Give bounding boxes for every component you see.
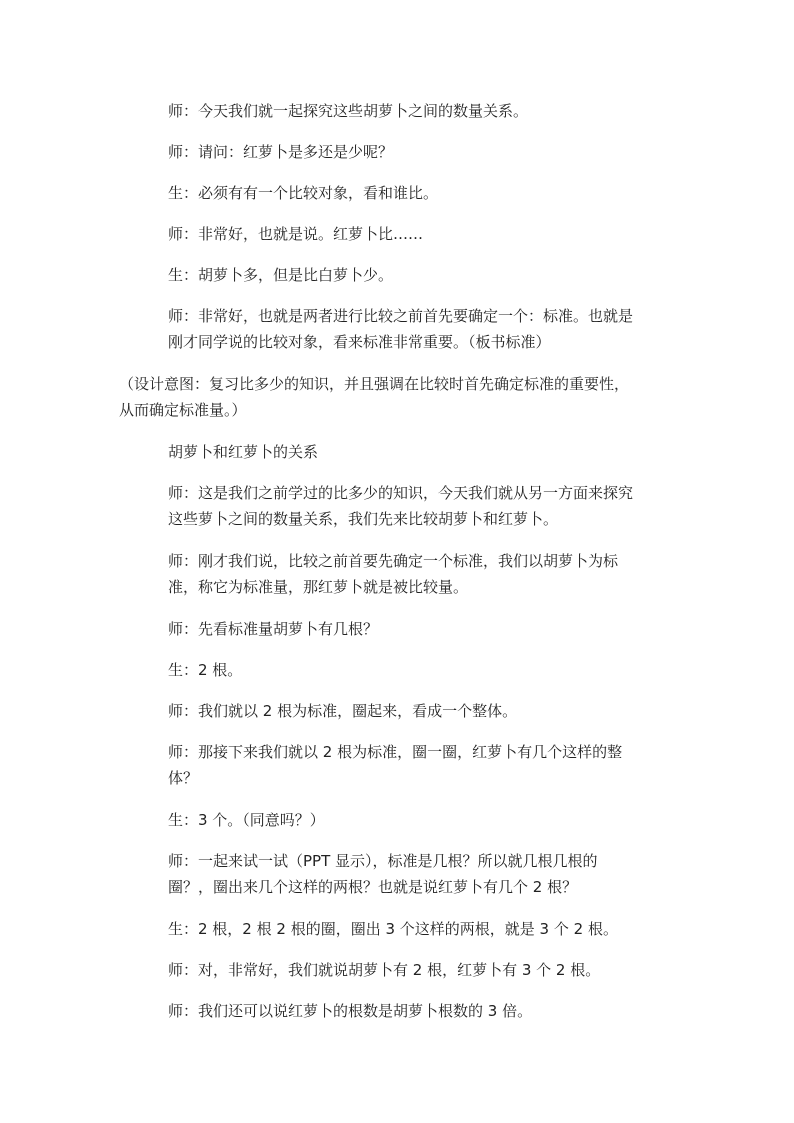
dialogue-line xyxy=(168,221,423,247)
dialogue-line xyxy=(168,616,378,642)
text-line: 生：胡萝卜多，但是比白萝卜少。 xyxy=(168,266,394,284)
text-line: 体？ xyxy=(168,769,199,787)
dialogue-line xyxy=(168,998,532,1024)
text-line: （设计意图：复习比多少的知识，并且强调在比较时首先确定标准的重要性， xyxy=(119,375,630,393)
text-line: 准，称它为标准量，那红萝卜就是被比较量。 xyxy=(168,578,469,596)
dialogue-line xyxy=(168,303,633,355)
dialogue-line xyxy=(168,657,242,683)
dialogue-line xyxy=(168,98,528,124)
text-line: 这些萝卜之间的数量关系，我们先来比较胡萝卜和红萝卜。 xyxy=(168,510,559,528)
dialogue-line xyxy=(168,548,618,600)
dialogue-line xyxy=(168,916,618,942)
text-line: 师：我们就以 2 根为标准，圈起来，看成一个整体。 xyxy=(168,702,518,720)
dialogue-line xyxy=(168,957,600,983)
text-line: 生：3 个。（同意吗？） xyxy=(168,811,325,829)
text-line: 师：对，非常好，我们就说胡萝卜有 2 根，红萝卜有 3 个 2 根。 xyxy=(168,961,601,979)
text-line: 师：先看标准量胡萝卜有几根？ xyxy=(168,620,379,638)
section-heading xyxy=(168,439,318,465)
dialogue-line xyxy=(168,807,325,833)
text-line: 师：今天我们就一起探究这些胡萝卜之间的数量关系。 xyxy=(168,102,529,120)
text-line: 生：2 根，2 根 2 根的圈，圈出 3 个这样的两根，就是 3 个 2 根。 xyxy=(168,920,618,938)
text-line: 刚才同学说的比较对象，看来标准非常重要。（板书标准） xyxy=(168,333,551,351)
text-line: 圈？，圈出来几个这样的两根？也就是说红萝卜有几个 2 根？ xyxy=(168,878,578,896)
dialogue-line xyxy=(168,480,633,532)
text-line: 师：刚才我们说，比较之前首要先确定一个标准，我们以胡萝卜为标 xyxy=(168,552,619,570)
dialogue-line xyxy=(168,262,393,288)
text-line: 师：那接下来我们就以 2 根为标准，圈一圈，红萝卜有几个这样的整 xyxy=(168,743,623,761)
text-line: 胡萝卜和红萝卜的关系 xyxy=(168,443,319,461)
dialogue-line xyxy=(168,139,393,165)
text-line: 生：必须有有一个比较对象，看和谁比。 xyxy=(168,184,439,202)
dialogue-line xyxy=(168,698,517,724)
text-line: 从而确定标准量。） xyxy=(119,401,247,419)
text-line: 师：这是我们之前学过的比多少的知识，今天我们就从另一方面来探究 xyxy=(168,484,634,502)
dialogue-line xyxy=(168,180,438,206)
text-line: 师：请问：红萝卜是多还是少呢？ xyxy=(168,143,394,161)
dialogue-line xyxy=(168,739,622,791)
text-line: 生：2 根。 xyxy=(168,661,243,679)
design-intent-note xyxy=(119,371,629,423)
text-line: 师：一起来试一试（PPT 显示），标准是几根？所以就几根几根的 xyxy=(168,852,598,870)
text-line: 师：非常好，也就是两者进行比较之前首先要确定一个：标准。也就是 xyxy=(168,307,634,325)
text-line: 师：我们还可以说红萝卜的根数是胡萝卜根数的 3 倍。 xyxy=(168,1002,533,1020)
dialogue-line xyxy=(168,848,598,900)
text-line: 师：非常好，也就是说。红萝卜比…… xyxy=(168,225,424,243)
